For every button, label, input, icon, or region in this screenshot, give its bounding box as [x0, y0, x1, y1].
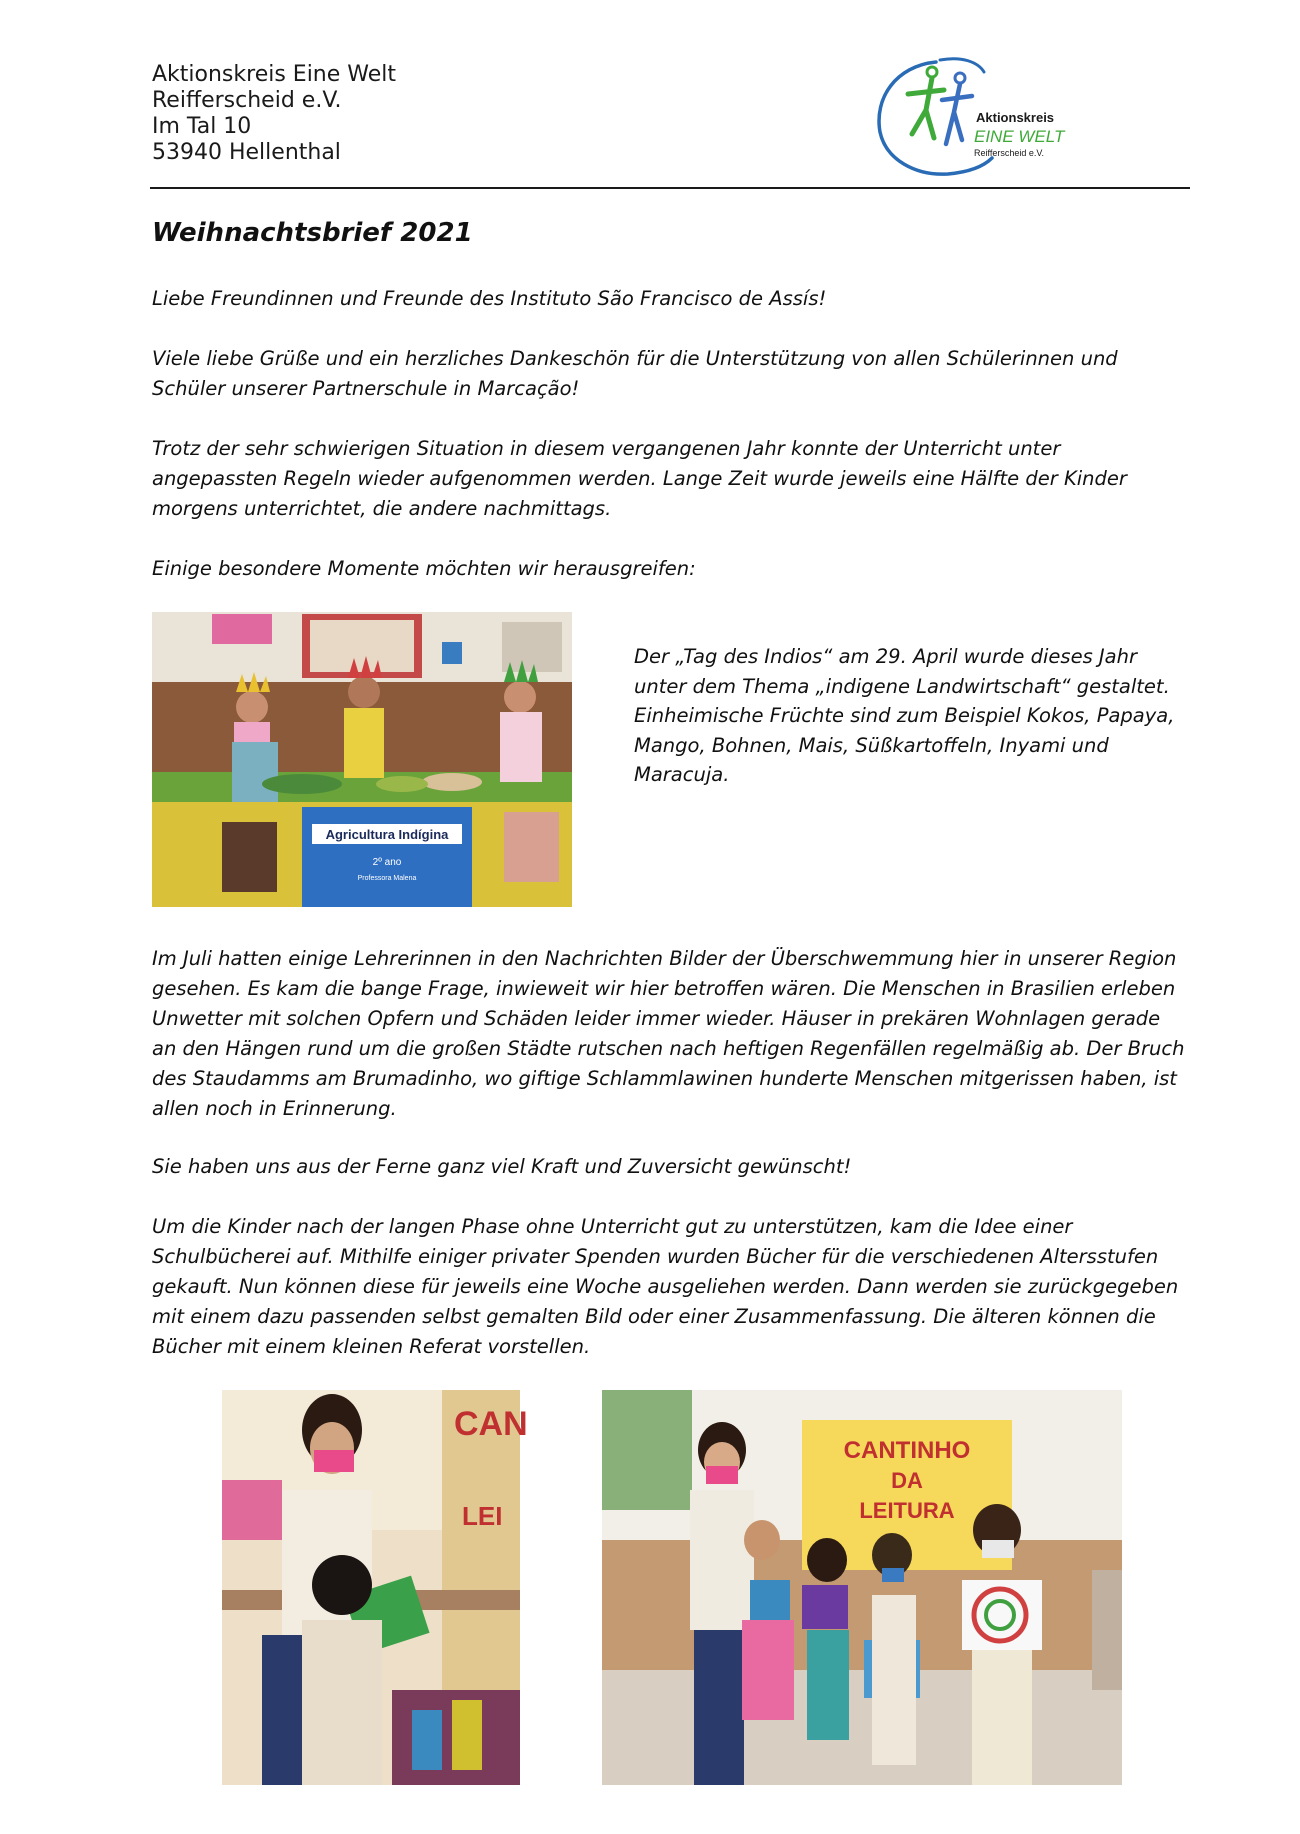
- sign-line-3: LEITURA: [859, 1498, 955, 1523]
- text-line: morgens unterrichtet, die andere nachmittags.: [152, 497, 612, 520]
- logo-text-1: Aktionskreis: [976, 110, 1055, 125]
- text-line: gesehen. Es kam die bange Frage, inwieweit wir hier betroffen wären. Die Menschen in Brasilien erleben: [152, 977, 1176, 1000]
- paragraph-wishes: [152, 1152, 1192, 1182]
- sender-address: [152, 62, 396, 166]
- caption-line: Mango, Bohnen, Mais, Süßkartoffeln, Inyami und: [634, 733, 1109, 757]
- eine-welt-logo: [866, 48, 1066, 180]
- text-line: Trotz der sehr schwierigen Situation in diesem vergangenen Jahr konnte der Unterricht unter: [152, 437, 1061, 460]
- text-line: Viele liebe Grüße und ein herzliches Dankeschön für die Unterstützung von allen Schülerinnen und: [152, 347, 1118, 370]
- caption-line: Einheimische Früchte sind zum Beispiel Kokos, Papaya,: [634, 704, 1175, 727]
- caption-line: Maracuja.: [634, 763, 730, 786]
- photo-library-teacher-image: [222, 1390, 528, 1785]
- text-line: Bücher mit einem kleinen Referat vorstellen.: [152, 1335, 591, 1358]
- photo-library-children-image: [602, 1390, 1122, 1785]
- photo-library-teacher: [222, 1390, 528, 1785]
- paragraph-situation: [152, 434, 1192, 524]
- caption-line: Der „Tag des Indios“ am 29. April wurde dieses Jahr: [634, 645, 1138, 668]
- sign-text-2: LEI: [462, 1501, 503, 1531]
- paragraph-greeting: [152, 284, 1192, 314]
- text-line: angepassten Regeln wieder aufgenommen werden. Lange Zeit wurde jeweils eine Hälfte der Kinder: [152, 467, 1127, 490]
- sign-text: CAN: [454, 1405, 528, 1443]
- address-line: Aktionskreis Eine Welt: [152, 62, 397, 87]
- paragraph-thanks: [152, 344, 1192, 404]
- text-line: Einige besondere Momente möchten wir herausgreifen:: [152, 557, 696, 580]
- logo-graphic: [866, 48, 1066, 180]
- text-line: gekauft. Nun können diese für jeweils eine Woche ausgeliehen werden. Dann werden sie zurückgegeben: [152, 1275, 1179, 1298]
- paragraph-moments: [152, 554, 1192, 584]
- text-line: Liebe Freundinnen und Freunde des Instituto São Francisco de Assís!: [152, 287, 827, 310]
- text-line: allen noch in Erinnerung.: [152, 1097, 397, 1120]
- text-line: an den Hängen rund um die großen Städte rutschen nach heftigen Regenfällen regelmäßig ab. Der Bruch: [152, 1037, 1185, 1060]
- paragraph-library: [152, 1212, 1192, 1362]
- logo-text-3: Reifferscheid e.V.: [974, 148, 1045, 158]
- address-line: Im Tal 10: [152, 114, 252, 139]
- banner-subtext-2: Professora Malena: [357, 875, 417, 882]
- text-line: mit einem dazu passenden selbst gemalten Bild oder einer Zusammenfassung. Die älteren können die: [152, 1305, 1156, 1328]
- banner-subtext: 2º ano: [372, 857, 402, 868]
- text-line: Im Juli hatten einige Lehrerinnen in den Nachrichten Bilder der Überschwemmung hier in unserer Region: [152, 947, 1177, 970]
- caption-line: unter dem Thema „indigene Landwirtschaft“ gestaltet.: [634, 674, 1170, 698]
- photo-library-children: [602, 1390, 1122, 1785]
- letter-title: Weihnachtsbrief 2021: [152, 218, 473, 248]
- photo-indios-day: [152, 612, 572, 907]
- photo-indios-image: [152, 612, 572, 907]
- sign-line-1: CANTINHO: [843, 1437, 971, 1464]
- banner-text: Agricultura Indígina: [325, 827, 449, 842]
- caption-indios: [634, 642, 1194, 790]
- logo-text-2: EINE WELT: [974, 127, 1065, 146]
- text-line: Schüler unserer Partnerschule in Marcação!: [152, 377, 580, 400]
- text-line: des Staudamms am Brumadinho, wo giftige Schlammlawinen hunderte Menschen mitgerissen haben, ist: [152, 1067, 1177, 1090]
- text-line: Um die Kinder nach der langen Phase ohne Unterricht gut zu unterstützen, kam die Idee einer: [152, 1215, 1073, 1238]
- address-line: Reifferscheid e.V.: [152, 88, 342, 113]
- text-line: Sie haben uns aus der Ferne ganz viel Kraft und Zuversicht gewünscht!: [152, 1155, 852, 1178]
- paragraph-flood: [152, 944, 1192, 1124]
- text-line: Schulbücherei auf. Mithilfe einiger privater Spenden wurden Bücher für die verschiedenen Altersstufen: [152, 1245, 1159, 1268]
- text-line: Unwetter mit solchen Opfern und Schäden leider immer wieder. Häuser in prekären Wohnlagen gerade: [152, 1007, 1161, 1030]
- header-rule: [150, 187, 1190, 189]
- sign-line-2: DA: [891, 1468, 923, 1493]
- address-line: 53940 Hellenthal: [152, 140, 341, 165]
